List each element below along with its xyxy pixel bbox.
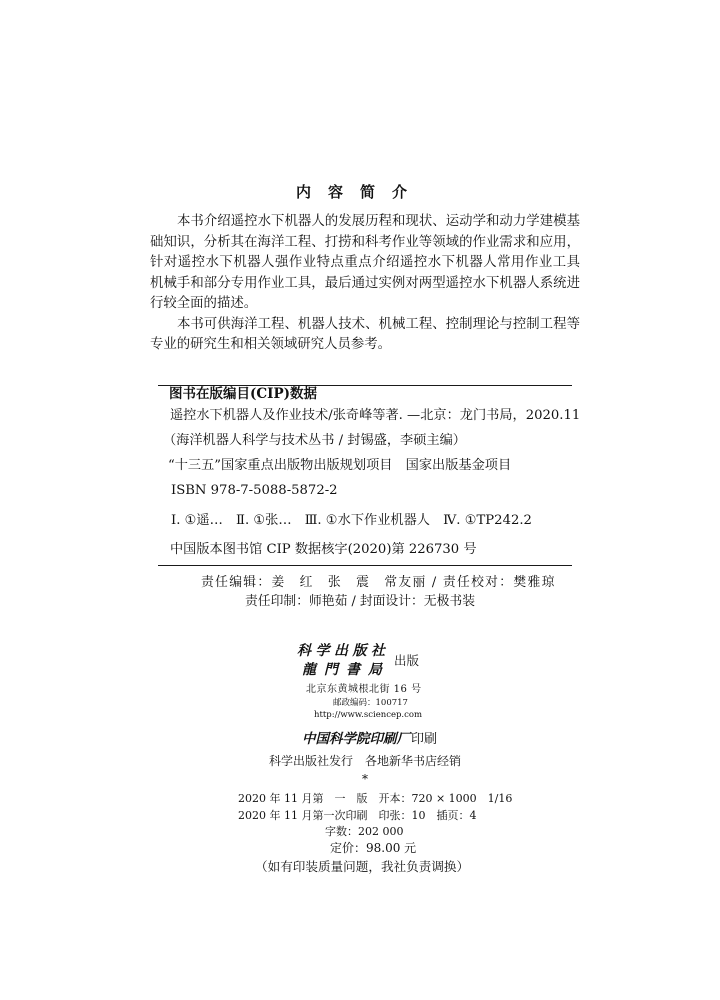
- summary-paragraph-1-line-5: 行较全面的描述。: [150, 296, 258, 311]
- printer-label: 印刷: [411, 732, 438, 747]
- summary-paragraph-1-line-1: 本书介绍遥控水下机器人的发展历程和现状、运动学和动力学建模基: [177, 214, 580, 229]
- production-line: 责任印制：师艳茹 / 封面设计：无极书装: [245, 594, 475, 609]
- cip-heading: 图书在版编目(CIP)数据: [169, 386, 317, 402]
- cip-classification-line: Ⅰ. ①遥… Ⅱ. ①张… Ⅲ. ①水下作业机器人 Ⅳ. ①TP242.2: [171, 513, 532, 528]
- printing-line: 2020 年 11 月第一次印刷 印张：10 插页：4: [238, 809, 477, 822]
- publisher-url: http://www.sciencep.com: [314, 710, 423, 720]
- summary-paragraph-2: [150, 315, 580, 356]
- summary-paragraph-1-line-2: 础知识，分析其在海洋工程、打捞和科考作业等领域的作业需求和应用，: [150, 234, 580, 250]
- publish-label: 出版: [394, 653, 420, 668]
- colophon-separator: *: [362, 772, 368, 786]
- printer-name-logo: 中国科学院印刷厂: [302, 731, 410, 747]
- summary-paragraph-2-line-2: 专业的研究生和相关领域研究人员参考。: [150, 337, 392, 352]
- summary-paragraph-1-line-4: 机械手和部分专用作业工具，最后通过实例对两型遥控水下机器人系统进: [150, 275, 580, 291]
- summary-paragraph-2-line-1: 本书可供海洋工程、机器人技术、机械工程、控制理论与控制工程等: [177, 316, 580, 332]
- word-count: 字数：202 000: [325, 825, 404, 838]
- summary-paragraph-1-line-3: 针对遥控水下机器人强作业特点重点介绍遥控水下机器人常用作业工具: [150, 255, 580, 270]
- cip-project-line: “十三五”国家重点出版物出版规划项目 国家出版基金项目: [168, 458, 512, 473]
- summary-paragraph-1: [150, 212, 580, 315]
- cip-record-line: 中国版本图书馆 CIP 数据核字(2020)第 226730 号: [170, 542, 477, 557]
- price: 定价：98.00 元: [330, 841, 417, 855]
- imprint-science-press-logo: 科学出版社: [297, 643, 390, 659]
- publisher-postcode: 邮政编码：100717: [333, 698, 408, 708]
- editors-line: 责任编辑：姜 红 张 震 常友丽 / 责任校对：樊雅琼: [201, 575, 556, 590]
- distribution-line: 科学出版社发行 各地新华书店经销: [269, 754, 462, 768]
- summary-body: [150, 212, 580, 356]
- printer-line: [302, 729, 437, 749]
- cip-isbn-line: ISBN 978-7-5088-5872-2: [171, 483, 338, 498]
- quality-notice: （如有印装质量问题，我社负责调换）: [255, 859, 470, 874]
- publisher-address: 北京东黄城根北街 16 号: [306, 684, 422, 695]
- cip-title-line: 遥控水下机器人及作业技术/张奇峰等著. —北京：龙门书局，2020.11: [170, 408, 581, 423]
- cip-bottom-rule: [158, 565, 572, 566]
- summary-title: 内容简介: [296, 183, 425, 201]
- imprint-longmen-logo: 龍門書局: [302, 662, 390, 678]
- edition-line: 2020 年 11 月第 一 版 开本：720 × 1000 1/16: [238, 792, 513, 805]
- cip-series-line: （海洋机器人科学与技术丛书 / 封锡盛，李硕主编）: [163, 433, 466, 448]
